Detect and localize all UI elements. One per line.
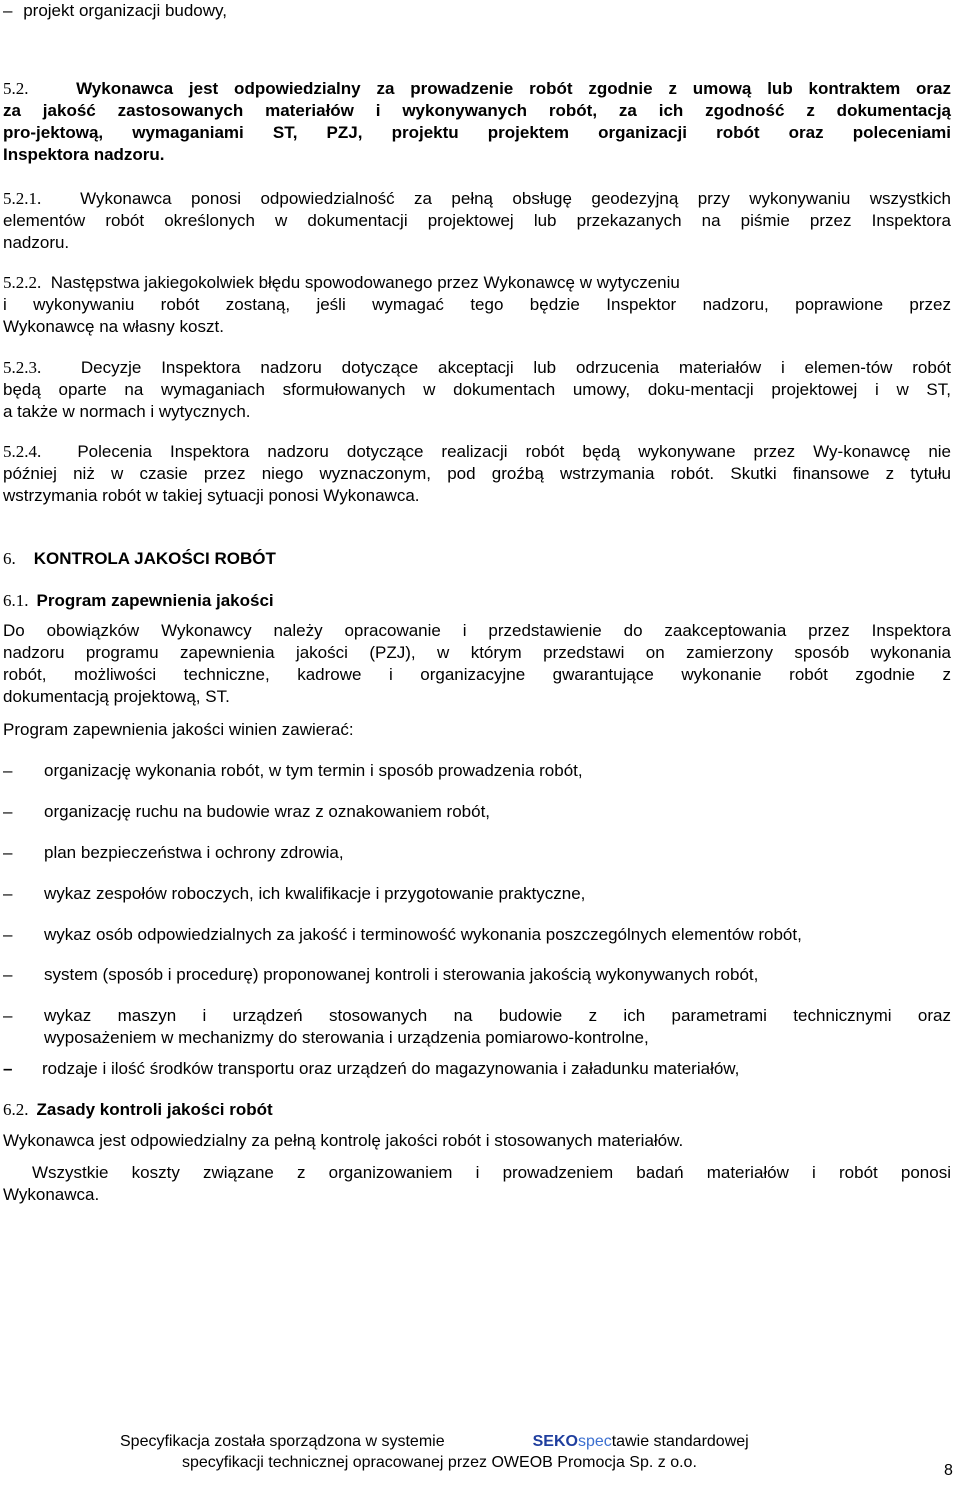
paragraph-line: Inspektora nadzoru. — [3, 145, 165, 164]
footer-line-1 — [120, 1432, 749, 1452]
list-item: organizację wykonania robót, w tym termin i sposób prowadzenia robót, — [44, 761, 583, 780]
paragraph-line — [3, 272, 951, 294]
paragraph-line: Wszystkie koszty związane z organizowaniem i prowadzeniem badań materiałów i robót ponosi — [32, 1163, 951, 1182]
paragraph-line: wstrzymania robót w takiej sytuacji ponosi Wykonawca. — [3, 486, 420, 505]
list-item-line: wyposażeniem w mechanizmy do sterowania i urządzenia pomiarowo-kontrolne, — [44, 1028, 649, 1047]
paragraph-line — [3, 357, 951, 379]
paragraph-line — [3, 441, 951, 463]
list-dash: – — [3, 761, 13, 780]
list-item: wykaz zespołów roboczych, ich kwalifikacje i przygotowanie praktyczne, — [44, 884, 586, 903]
line-text: Następstwa jakiegokolwiek błędu spowodowanego przez Wykonawcę w wytyczeniu — [50, 273, 680, 292]
paragraph-line: później niż w czasie przez niego wyznaczonym, pod groźbą wstrzymania robót. Skutki finansowe z tytułu — [3, 464, 951, 483]
heading-number: 6.2. — [3, 1100, 29, 1119]
heading-number: 6.1. — [3, 591, 29, 610]
list-dash: – — [3, 884, 13, 903]
heading-6 — [3, 548, 276, 570]
paragraph-line: pro-jektową, wymaganiami ST, PZJ, projektu projektem organizacji robót oraz poleceniami — [3, 123, 951, 142]
paragraph-line: za jakość zastosowanych materiałów i wykonywanych robót, za ich zgodność z dokumentacją — [3, 101, 951, 120]
footer-line-2: specyfikacji technicznej opracowanej przez OWEOB Promocja Sp. z o.o. — [182, 1454, 697, 1471]
list-dash: – — [3, 802, 13, 821]
paragraph-line — [3, 78, 951, 100]
section-number: 5.2.2. — [3, 273, 42, 292]
section-number: 5.2. — [3, 79, 29, 98]
paragraph-line: nadzoru. — [3, 233, 70, 252]
paragraph-line: a także w normach i wytycznych. — [3, 402, 251, 421]
list-dash: – — [3, 1006, 13, 1025]
section-5-2 — [3, 78, 951, 166]
brand-part: SEKO — [532, 1433, 578, 1450]
line-text: Polecenia Inspektora nadzoru dotyczące realizacji robót będą wykonywane przez Wy-konawcę nie — [77, 442, 952, 461]
section-number: 5.2.3. — [3, 358, 42, 377]
list-dash: – — [3, 1, 13, 20]
paragraph-line: będą oparte na wymaganiach sformułowanych w dokumentach umowy, doku-mentacji projektowej i w ST, — [3, 380, 951, 399]
footer-text: tawie standardowej — [611, 1433, 749, 1450]
section-5-2-2 — [3, 272, 951, 338]
list-item: organizację ruchu na budowie wraz z oznakowaniem robót, — [44, 802, 491, 821]
list-item: wykaz osób odpowiedzialnych za jakość i terminowość wykonania poszczególnych elementów robót, — [44, 925, 802, 944]
list-item-line: wykaz maszyn i urządzeń stosowanych na budowie z ich parametrami technicznymi oraz — [44, 1006, 951, 1025]
heading-number: 6. — [3, 549, 16, 568]
list-item: system (sposób i procedurę) proponowanej kontroli i sterowania jakością wykonywanych robót, — [44, 965, 759, 984]
list-dash: – — [3, 843, 13, 862]
brand-part: spec — [577, 1433, 612, 1450]
heading-6-1 — [3, 590, 274, 612]
heading-title: Program zapewnienia jakości — [36, 591, 274, 610]
list-dash: – — [3, 965, 13, 984]
list-item: rodzaje i ilość środków transportu oraz urządzeń do magazynowania i załadunku materiałów, — [42, 1059, 740, 1078]
paragraph-line: Do obowiązków Wykonawcy należy opracowanie i przedstawienie do zaakceptowania przez Inspektora — [3, 621, 951, 640]
heading-title: Zasady kontroli jakości robót — [36, 1100, 273, 1119]
paragraph-line: robót, możliwości techniczne, kadrowe i organizacyjne gwarantujące wykonanie robót zgodnie z — [3, 665, 951, 684]
paragraph-line — [3, 188, 951, 210]
line-text: Wykonawca ponosi odpowiedzialność za pełną obsługę geodezyjną przy wykonywaniu wszystkich — [80, 189, 951, 208]
footer-text: Specyfikacja została sporządzona w systemie — [120, 1433, 445, 1450]
heading-6-2 — [3, 1099, 273, 1121]
paragraph-text: Program zapewnienia jakości winien zawierać: — [3, 720, 354, 739]
paragraph-line: elementów robót określonych w dokumentacji projektowej lub przekazanych na piśmie przez Inspektora — [3, 211, 951, 230]
line-text: Wykonawca jest odpowiedzialny za prowadzenie robót zgodnie z umową lub kontraktem oraz — [76, 79, 951, 98]
brand-logo — [533, 1433, 612, 1450]
list-item — [44, 1005, 951, 1049]
section-number: 5.2.1. — [3, 189, 42, 208]
list-item — [3, 0, 227, 22]
paragraph-line: nadzoru programu zapewnienia jakości (PZJ), w którym przedstawi on zamierzony sposób wykonania — [3, 643, 951, 662]
paragraph-line: i wykonywaniu robót zostaną, jeśli wymagać tego będzie Inspektor nadzoru, poprawione przez — [3, 295, 951, 314]
section-number: 5.2.4. — [3, 442, 42, 461]
list-dash: – — [3, 925, 13, 944]
list-item: plan bezpieczeństwa i ochrony zdrowia, — [44, 843, 344, 862]
paragraph-line: Wykonawcę na własny koszt. — [3, 317, 224, 336]
paragraph-text: Wykonawca jest odpowiedzialny za pełną kontrolę jakości robót i stosowanych materiałów. — [3, 1131, 684, 1150]
paragraph-line: Wykonawca. — [3, 1185, 100, 1204]
paragraph-line: dokumentacją projektową, ST. — [3, 687, 230, 706]
section-5-2-3 — [3, 357, 951, 423]
section-5-2-4 — [3, 441, 951, 507]
line-text: Decyzje Inspektora nadzoru dotyczące akceptacji lub odrzucenia materiałów i elemen-tów robót — [80, 358, 951, 377]
page-number: 8 — [944, 1462, 953, 1479]
section-5-2-1 — [3, 188, 951, 254]
paragraph-6-1 — [3, 620, 951, 708]
list-dash: – — [3, 1059, 13, 1078]
list-item-text: projekt organizacji budowy, — [23, 1, 227, 20]
heading-title: KONTROLA JAKOŚCI ROBÓT — [33, 549, 276, 568]
paragraph-6-2 — [3, 1162, 951, 1206]
